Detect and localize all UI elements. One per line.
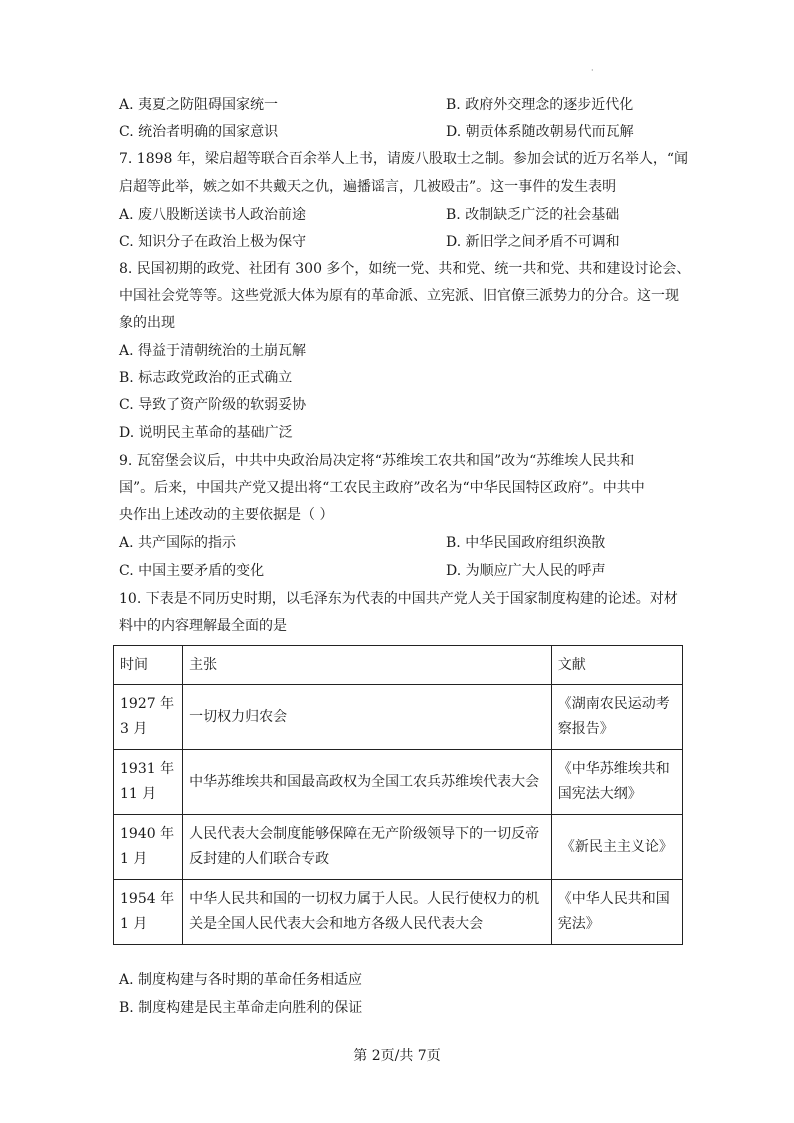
q6-option-b[interactable]: B. 政府外交理念的逐步近代化 bbox=[446, 97, 634, 113]
q8-option-b[interactable]: B. 标志政党政治的正式确立 bbox=[119, 370, 293, 386]
q7-option-b[interactable]: B. 改制缺乏广泛的社会基础 bbox=[446, 207, 620, 223]
table-row bbox=[114, 685, 683, 750]
cell-document: 《湖南农民运动考察报告》 bbox=[551, 685, 682, 750]
header-document: 文献 bbox=[551, 646, 682, 685]
header-time: 时间 bbox=[114, 646, 183, 685]
q9-option-b[interactable]: B. 中华民国政府组织涣散 bbox=[446, 535, 606, 551]
q6-option-c[interactable]: C. 统治者明确的国家意识 bbox=[119, 124, 279, 140]
cell-claim: 中华苏维埃共和国最高政权为全国工农兵苏维埃代表大会 bbox=[183, 750, 552, 815]
table-row bbox=[114, 815, 683, 880]
table-row bbox=[114, 880, 683, 945]
q9-option-c[interactable]: C. 中国主要矛盾的变化 bbox=[119, 563, 265, 579]
cell-time: 1927 年 3 月 bbox=[114, 685, 183, 750]
cell-time: 1940 年 1 月 bbox=[114, 815, 183, 880]
q7-option-a[interactable]: A. 废八股断送读书人政治前途 bbox=[119, 207, 307, 223]
q7-stem-line1: 7. 1898 年，梁启超等联合百余举人上书，请废八股取士之制。参加会试的近万名举人，“闻 bbox=[119, 151, 689, 167]
q7-option-c[interactable]: C. 知识分子在政治上极为保守 bbox=[119, 234, 307, 250]
q10-stem-line2: 料中的内容理解最全面的是 bbox=[119, 618, 287, 634]
q7-stem-line2: 启超等此举，嫉之如不共戴天之仇，遍播谣言，几被殴击”。这一事件的发生表明 bbox=[119, 179, 617, 195]
q8-stem-line3: 象的出现 bbox=[119, 315, 175, 331]
table-row bbox=[114, 750, 683, 815]
q6-option-d[interactable]: D. 朝贡体系随改朝易代而瓦解 bbox=[446, 124, 634, 140]
q9-option-d[interactable]: D. 为顺应广大人民的呼声 bbox=[446, 563, 606, 579]
q6-option-a[interactable]: A. 夷夏之防阻碍国家统一 bbox=[119, 97, 279, 113]
cell-claim: 中华人民共和国的一切权力属于人民。人民行使权力的机关是全国人民代表大会和地方各级人民代表大会 bbox=[183, 880, 552, 945]
cell-document: 《中华苏维埃共和国宪法大纲》 bbox=[551, 750, 682, 815]
q8-stem-line1: 8. 民国初期的政党、社团有 300 多个，如统一党、共和党、统一共和党、共和建设讨论会、 bbox=[119, 261, 691, 277]
header-claim: 主张 bbox=[183, 646, 552, 685]
q7-option-d[interactable]: D. 新旧学之间矛盾不可调和 bbox=[446, 234, 620, 250]
table-header-row bbox=[114, 646, 683, 685]
q9-option-a[interactable]: A. 共产国际的指示 bbox=[119, 535, 237, 551]
q10-option-b[interactable]: B. 制度构建是民主革命走向胜利的保证 bbox=[119, 1000, 363, 1016]
history-table bbox=[113, 645, 683, 945]
q10-option-a[interactable]: A. 制度构建与各时期的革命任务相适应 bbox=[119, 972, 363, 988]
cell-time: 1931 年 11 月 bbox=[114, 750, 183, 815]
cell-document: 《新民主主义论》 bbox=[551, 815, 682, 880]
corner-mark: · bbox=[591, 66, 594, 75]
q9-stem-line3: 央作出上述改动的主要依据是（ ） bbox=[119, 507, 334, 523]
cell-claim: 一切权力归农会 bbox=[183, 685, 552, 750]
cell-claim: 人民代表大会制度能够保障在无产阶级领导下的一切反帝反封建的人们联合专政 bbox=[183, 815, 552, 880]
q9-stem-line2: 国”。后来，中国共产党又提出将“工农民主政府”改名为“中华民国特区政府”。中共中 bbox=[119, 480, 645, 496]
page-footer: 第 2页/共 7页 bbox=[353, 1048, 441, 1064]
q8-stem-line2: 中国社会党等等。这些党派大体为原有的革命派、立宪派、旧官僚三派势力的分合。这一现 bbox=[119, 288, 679, 304]
cell-document: 《中华人民共和国宪法》 bbox=[551, 880, 682, 945]
q10-stem-line1: 10. 下表是不同历史时期，以毛泽东为代表的中国共产党人关于国家制度构建的论述。对材 bbox=[119, 591, 678, 607]
q8-option-a[interactable]: A. 得益于清朝统治的土崩瓦解 bbox=[119, 343, 307, 359]
cell-time: 1954 年 1 月 bbox=[114, 880, 183, 945]
q9-stem-line1: 9. 瓦窑堡会议后，中共中央政治局决定将“苏维埃工农共和国”改为“苏维埃人民共和 bbox=[119, 453, 635, 469]
q8-option-c[interactable]: C. 导致了资产阶级的软弱妥协 bbox=[119, 397, 307, 413]
q8-option-d[interactable]: D. 说明民主革命的基础广泛 bbox=[119, 425, 293, 441]
